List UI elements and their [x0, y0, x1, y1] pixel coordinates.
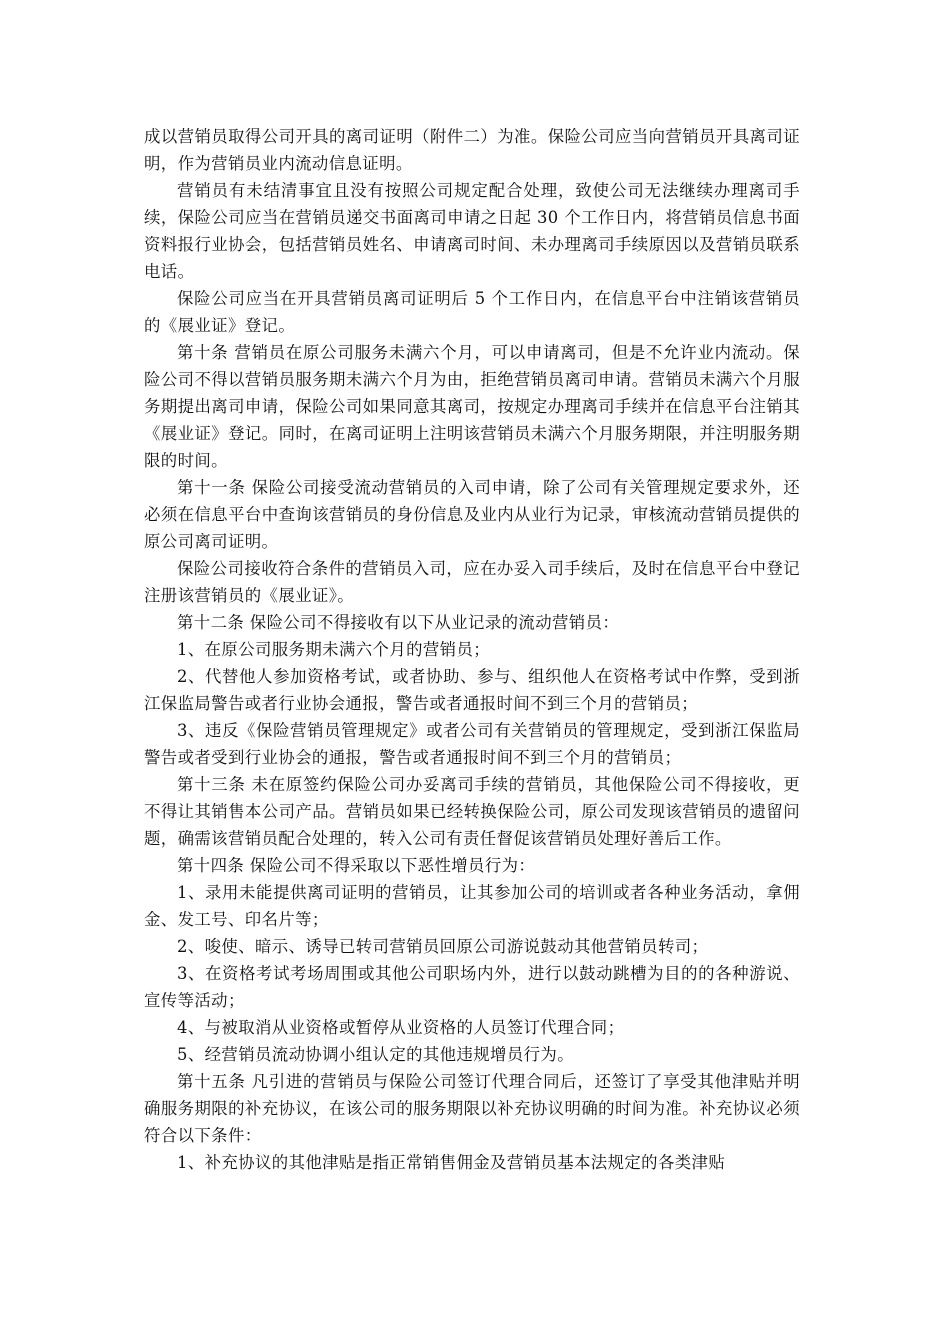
document-body	[144, 123, 800, 1176]
article-11: 第十一条 保险公司接受流动营销员的入司申请，除了公司有关管理规定要求外，还必须在信息平台中查询该营销员的身份信息及业内从业行为记录，审核流动营销员提供的原公司离司证明。	[144, 478, 800, 551]
list-item: 2、代替他人参加资格考试，或者协助、参与、组织他人在资格考试中作弊，受到浙江保监局警告或者行业协会通报，警告或者通报时间不到三个月的营销员；	[144, 667, 800, 713]
list-item: 5、经营销员流动协调小组认定的其他违规增员行为。	[177, 1045, 575, 1064]
paragraph: 成以营销员取得公司开具的离司证明（附件二）为准。保险公司应当向营销员开具离司证明，作为营销员业内流动信息证明。	[144, 127, 800, 173]
article-12: 第十二条 保险公司不得接收有以下从业记录的流动营销员：	[177, 613, 620, 632]
list-item: 3、在资格考试考场周围或其他公司职场内外，进行以鼓动跳槽为目的的各种游说、宣传等活动；	[144, 964, 800, 1010]
article-10: 第十条 营销员在原公司服务未满六个月，可以申请离司，但是不允许业内流动。保险公司不得以营销员服务期未满六个月为由，拒绝营销员离司申请。营销员未满六个月服务期提出离司申请，保险公司如果同意其离司，按规定办理离司手续并在信息平台注销其《展业证》登记。同时，在离司证明上注明该营销员未满六个月服务期限，并注明服务期限的时间。	[144, 343, 800, 470]
list-item: 2、唆使、暗示、诱导已转司营销员回原公司游说鼓动其他营销员转司；	[177, 937, 709, 956]
list-item: 1、补充协议的其他津贴是指正常销售佣金及营销员基本法规定的各类津贴	[177, 1153, 726, 1172]
paragraph: 保险公司接收符合条件的营销员入司，应在办妥入司手续后，及时在信息平台中登记注册该营销员的《展业证》。	[144, 559, 800, 605]
list-item: 1、在原公司服务期未满六个月的营销员；	[177, 640, 491, 659]
article-13: 第十三条 未在原签约保险公司办妥离司手续的营销员，其他保险公司不得接收，更不得让其销售本公司产品。营销员如果已经转换保险公司，原公司发现该营销员的遗留问题，确需该营销员配合处理的，转入公司有责任督促该营销员处理好善后工作。	[144, 775, 800, 848]
list-item: 1、录用未能提供离司证明的营销员，让其参加公司的培训或者各种业务活动，拿佣金、发工号、印名片等；	[144, 883, 800, 929]
list-item: 4、与被取消从业资格或暂停从业资格的人员签订代理合同；	[177, 1018, 625, 1037]
paragraph: 保险公司应当在开具营销员离司证明后 5 个工作日内，在信息平台中注销该营销员的《展业证》登记。	[144, 289, 800, 335]
list-item: 3、违反《保险营销员管理规定》或者公司有关营销员的管理规定，受到浙江保监局警告或者受到行业协会的通报，警告或者通报时间不到三个月的营销员；	[144, 721, 800, 767]
article-15: 第十五条 凡引进的营销员与保险公司签订代理合同后，还签订了享受其他津贴并明确服务期限的补充协议，在该公司的服务期限以补充协议明确的时间为准。补充协议必须符合以下条件：	[144, 1072, 800, 1145]
paragraph: 营销员有未结清事宜且没有按照公司规定配合处理，致使公司无法继续办理离司手续，保险公司应当在营销员递交书面离司申请之日起 30 个工作日内，将营销员信息书面资料报行业协会，包括营销员姓名、申请离司时间、未办理离司手续原因以及营销员联系电话。	[144, 181, 800, 281]
article-14: 第十四条 保险公司不得采取以下恶性增员行为：	[177, 856, 536, 875]
